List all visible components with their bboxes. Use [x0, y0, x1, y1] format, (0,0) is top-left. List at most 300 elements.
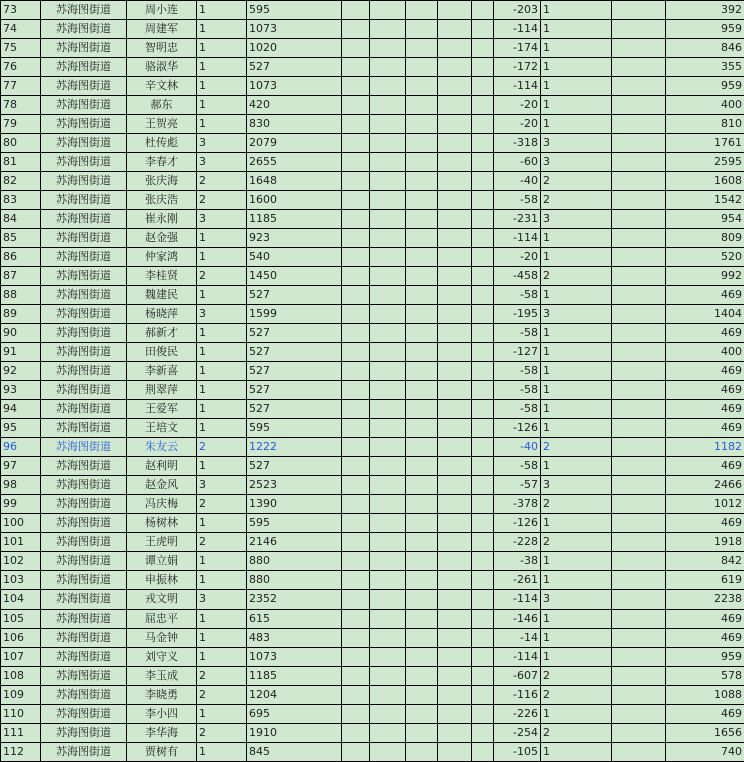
street-cell[interactable]: 苏海图街道	[41, 590, 127, 609]
final-amount-cell[interactable]: 810	[666, 115, 744, 134]
deduction-cell[interactable]: -60	[494, 153, 541, 172]
final-amount-cell[interactable]: 469	[666, 514, 744, 533]
row-index-cell[interactable]: 86	[1, 248, 41, 267]
empty-cell[interactable]	[612, 514, 666, 533]
empty-cell[interactable]	[370, 514, 406, 533]
empty-cell[interactable]	[472, 419, 494, 438]
people-count-2-cell[interactable]: 1	[541, 381, 612, 400]
empty-cell[interactable]	[472, 685, 494, 704]
empty-cell[interactable]	[472, 96, 494, 115]
empty-cell[interactable]	[370, 305, 406, 324]
street-cell[interactable]: 苏海图街道	[41, 419, 127, 438]
people-count-2-cell[interactable]: 3	[541, 153, 612, 172]
people-count-2-cell[interactable]: 1	[541, 77, 612, 96]
people-count-2-cell[interactable]: 3	[541, 590, 612, 609]
empty-cell[interactable]	[342, 286, 370, 305]
empty-cell[interactable]	[472, 495, 494, 514]
street-cell[interactable]: 苏海图街道	[41, 438, 127, 457]
empty-cell[interactable]	[438, 191, 472, 210]
deduction-cell[interactable]: -116	[494, 685, 541, 704]
amount-cell[interactable]: 483	[247, 628, 342, 647]
row-index-cell[interactable]: 98	[1, 476, 41, 495]
empty-cell[interactable]	[342, 191, 370, 210]
person-name-cell[interactable]: 张庆浩	[127, 191, 197, 210]
empty-cell[interactable]	[612, 134, 666, 153]
street-cell[interactable]: 苏海图街道	[41, 400, 127, 419]
people-count-cell[interactable]: 3	[197, 153, 247, 172]
people-count-2-cell[interactable]: 1	[541, 457, 612, 476]
empty-cell[interactable]	[370, 39, 406, 58]
street-cell[interactable]: 苏海图街道	[41, 723, 127, 742]
person-name-cell[interactable]: 李小四	[127, 704, 197, 723]
empty-cell[interactable]	[472, 343, 494, 362]
empty-cell[interactable]	[342, 77, 370, 96]
empty-cell[interactable]	[612, 229, 666, 248]
people-count-cell[interactable]: 2	[197, 267, 247, 286]
amount-cell[interactable]: 527	[247, 58, 342, 77]
row-index-cell[interactable]: 100	[1, 514, 41, 533]
empty-cell[interactable]	[370, 324, 406, 343]
empty-cell[interactable]	[342, 20, 370, 39]
people-count-cell[interactable]: 1	[197, 628, 247, 647]
empty-cell[interactable]	[342, 248, 370, 267]
people-count-cell[interactable]: 2	[197, 438, 247, 457]
empty-cell[interactable]	[406, 248, 438, 267]
empty-cell[interactable]	[438, 476, 472, 495]
final-amount-cell[interactable]: 846	[666, 39, 744, 58]
empty-cell[interactable]	[438, 609, 472, 628]
empty-cell[interactable]	[472, 248, 494, 267]
people-count-2-cell[interactable]: 1	[541, 1, 612, 20]
street-cell[interactable]: 苏海图街道	[41, 381, 127, 400]
empty-cell[interactable]	[438, 514, 472, 533]
person-name-cell[interactable]: 王爱军	[127, 400, 197, 419]
empty-cell[interactable]	[612, 476, 666, 495]
empty-cell[interactable]	[406, 343, 438, 362]
final-amount-cell[interactable]: 1656	[666, 723, 744, 742]
row-index-cell[interactable]: 110	[1, 704, 41, 723]
deduction-cell[interactable]: -58	[494, 191, 541, 210]
people-count-2-cell[interactable]: 1	[541, 552, 612, 571]
street-cell[interactable]: 苏海图街道	[41, 666, 127, 685]
empty-cell[interactable]	[472, 666, 494, 685]
empty-cell[interactable]	[612, 590, 666, 609]
people-count-2-cell[interactable]: 1	[541, 362, 612, 381]
deduction-cell[interactable]: -58	[494, 457, 541, 476]
empty-cell[interactable]	[612, 1, 666, 20]
people-count-cell[interactable]: 2	[197, 533, 247, 552]
person-name-cell[interactable]: 杜传彪	[127, 134, 197, 153]
empty-cell[interactable]	[342, 58, 370, 77]
amount-cell[interactable]: 527	[247, 324, 342, 343]
deduction-cell[interactable]: -20	[494, 115, 541, 134]
deduction-cell[interactable]: -126	[494, 419, 541, 438]
final-amount-cell[interactable]: 842	[666, 552, 744, 571]
deduction-cell[interactable]: -378	[494, 495, 541, 514]
empty-cell[interactable]	[406, 514, 438, 533]
empty-cell[interactable]	[370, 210, 406, 229]
row-index-cell[interactable]: 92	[1, 362, 41, 381]
street-cell[interactable]: 苏海图街道	[41, 495, 127, 514]
row-index-cell[interactable]: 109	[1, 685, 41, 704]
person-name-cell[interactable]: 智明忠	[127, 39, 197, 58]
empty-cell[interactable]	[406, 305, 438, 324]
empty-cell[interactable]	[612, 77, 666, 96]
final-amount-cell[interactable]: 959	[666, 77, 744, 96]
empty-cell[interactable]	[612, 647, 666, 666]
person-name-cell[interactable]: 朱友云	[127, 438, 197, 457]
empty-cell[interactable]	[612, 362, 666, 381]
people-count-2-cell[interactable]: 1	[541, 419, 612, 438]
street-cell[interactable]: 苏海图街道	[41, 305, 127, 324]
empty-cell[interactable]	[370, 20, 406, 39]
empty-cell[interactable]	[438, 343, 472, 362]
people-count-2-cell[interactable]: 2	[541, 533, 612, 552]
person-name-cell[interactable]: 周建军	[127, 20, 197, 39]
deduction-cell[interactable]: -38	[494, 552, 541, 571]
row-index-cell[interactable]: 88	[1, 286, 41, 305]
person-name-cell[interactable]: 李新喜	[127, 362, 197, 381]
empty-cell[interactable]	[472, 20, 494, 39]
street-cell[interactable]: 苏海图街道	[41, 267, 127, 286]
deduction-cell[interactable]: -114	[494, 590, 541, 609]
street-cell[interactable]: 苏海图街道	[41, 742, 127, 761]
empty-cell[interactable]	[438, 248, 472, 267]
final-amount-cell[interactable]: 619	[666, 571, 744, 590]
empty-cell[interactable]	[370, 476, 406, 495]
person-name-cell[interactable]: 张庆海	[127, 172, 197, 191]
empty-cell[interactable]	[472, 457, 494, 476]
empty-cell[interactable]	[370, 172, 406, 191]
amount-cell[interactable]: 830	[247, 115, 342, 134]
people-count-2-cell[interactable]: 2	[541, 495, 612, 514]
deduction-cell[interactable]: -58	[494, 324, 541, 343]
empty-cell[interactable]	[406, 571, 438, 590]
people-count-cell[interactable]: 1	[197, 742, 247, 761]
empty-cell[interactable]	[438, 628, 472, 647]
people-count-cell[interactable]: 3	[197, 305, 247, 324]
empty-cell[interactable]	[612, 343, 666, 362]
deduction-cell[interactable]: -58	[494, 286, 541, 305]
person-name-cell[interactable]: 赵金风	[127, 476, 197, 495]
people-count-2-cell[interactable]: 1	[541, 324, 612, 343]
row-index-cell[interactable]: 105	[1, 609, 41, 628]
final-amount-cell[interactable]: 809	[666, 229, 744, 248]
street-cell[interactable]: 苏海图街道	[41, 1, 127, 20]
row-index-cell[interactable]: 102	[1, 552, 41, 571]
row-index-cell[interactable]: 112	[1, 742, 41, 761]
amount-cell[interactable]: 615	[247, 609, 342, 628]
empty-cell[interactable]	[438, 666, 472, 685]
people-count-2-cell[interactable]: 1	[541, 286, 612, 305]
empty-cell[interactable]	[472, 400, 494, 419]
row-index-cell[interactable]: 99	[1, 495, 41, 514]
empty-cell[interactable]	[612, 96, 666, 115]
empty-cell[interactable]	[370, 438, 406, 457]
empty-cell[interactable]	[612, 20, 666, 39]
empty-cell[interactable]	[472, 647, 494, 666]
street-cell[interactable]: 苏海图街道	[41, 210, 127, 229]
amount-cell[interactable]: 420	[247, 96, 342, 115]
empty-cell[interactable]	[472, 210, 494, 229]
final-amount-cell[interactable]: 2238	[666, 590, 744, 609]
row-index-cell[interactable]: 94	[1, 400, 41, 419]
empty-cell[interactable]	[472, 58, 494, 77]
final-amount-cell[interactable]: 469	[666, 324, 744, 343]
deduction-cell[interactable]: -20	[494, 248, 541, 267]
row-index-cell[interactable]: 84	[1, 210, 41, 229]
empty-cell[interactable]	[370, 533, 406, 552]
empty-cell[interactable]	[342, 685, 370, 704]
empty-cell[interactable]	[472, 742, 494, 761]
empty-cell[interactable]	[406, 267, 438, 286]
empty-cell[interactable]	[370, 723, 406, 742]
street-cell[interactable]: 苏海图街道	[41, 628, 127, 647]
empty-cell[interactable]	[438, 134, 472, 153]
empty-cell[interactable]	[342, 210, 370, 229]
street-cell[interactable]: 苏海图街道	[41, 533, 127, 552]
row-index-cell[interactable]: 75	[1, 39, 41, 58]
amount-cell[interactable]: 527	[247, 400, 342, 419]
row-index-cell[interactable]: 103	[1, 571, 41, 590]
deduction-cell[interactable]: -195	[494, 305, 541, 324]
person-name-cell[interactable]: 荆翠萍	[127, 381, 197, 400]
street-cell[interactable]: 苏海图街道	[41, 134, 127, 153]
empty-cell[interactable]	[438, 172, 472, 191]
people-count-cell[interactable]: 1	[197, 20, 247, 39]
empty-cell[interactable]	[472, 39, 494, 58]
person-name-cell[interactable]: 周小连	[127, 1, 197, 20]
empty-cell[interactable]	[342, 400, 370, 419]
street-cell[interactable]: 苏海图街道	[41, 20, 127, 39]
empty-cell[interactable]	[406, 77, 438, 96]
amount-cell[interactable]: 1073	[247, 20, 342, 39]
person-name-cell[interactable]: 辛文林	[127, 77, 197, 96]
empty-cell[interactable]	[342, 267, 370, 286]
row-index-cell[interactable]: 73	[1, 1, 41, 20]
amount-cell[interactable]: 595	[247, 419, 342, 438]
empty-cell[interactable]	[370, 590, 406, 609]
person-name-cell[interactable]: 马金钟	[127, 628, 197, 647]
row-index-cell[interactable]: 76	[1, 58, 41, 77]
amount-cell[interactable]: 2655	[247, 153, 342, 172]
final-amount-cell[interactable]: 2466	[666, 476, 744, 495]
person-name-cell[interactable]: 刘守义	[127, 647, 197, 666]
empty-cell[interactable]	[612, 723, 666, 742]
deduction-cell[interactable]: -105	[494, 742, 541, 761]
empty-cell[interactable]	[472, 324, 494, 343]
row-index-cell[interactable]: 78	[1, 96, 41, 115]
people-count-2-cell[interactable]: 1	[541, 704, 612, 723]
empty-cell[interactable]	[472, 704, 494, 723]
empty-cell[interactable]	[472, 191, 494, 210]
people-count-cell[interactable]: 1	[197, 115, 247, 134]
street-cell[interactable]: 苏海图街道	[41, 58, 127, 77]
empty-cell[interactable]	[342, 96, 370, 115]
empty-cell[interactable]	[472, 609, 494, 628]
final-amount-cell[interactable]: 469	[666, 419, 744, 438]
people-count-2-cell[interactable]: 2	[541, 267, 612, 286]
deduction-cell[interactable]: -174	[494, 39, 541, 58]
empty-cell[interactable]	[370, 609, 406, 628]
people-count-cell[interactable]: 1	[197, 400, 247, 419]
row-index-cell[interactable]: 104	[1, 590, 41, 609]
empty-cell[interactable]	[342, 229, 370, 248]
people-count-2-cell[interactable]: 1	[541, 39, 612, 58]
empty-cell[interactable]	[612, 628, 666, 647]
empty-cell[interactable]	[612, 533, 666, 552]
row-index-cell[interactable]: 85	[1, 229, 41, 248]
people-count-cell[interactable]: 3	[197, 134, 247, 153]
empty-cell[interactable]	[370, 77, 406, 96]
empty-cell[interactable]	[342, 495, 370, 514]
person-name-cell[interactable]: 杨晓萍	[127, 305, 197, 324]
street-cell[interactable]: 苏海图街道	[41, 552, 127, 571]
empty-cell[interactable]	[406, 400, 438, 419]
people-count-2-cell[interactable]: 1	[541, 400, 612, 419]
people-count-cell[interactable]: 1	[197, 704, 247, 723]
empty-cell[interactable]	[370, 647, 406, 666]
deduction-cell[interactable]: -58	[494, 400, 541, 419]
people-count-2-cell[interactable]: 1	[541, 343, 612, 362]
empty-cell[interactable]	[612, 324, 666, 343]
empty-cell[interactable]	[438, 647, 472, 666]
street-cell[interactable]: 苏海图街道	[41, 229, 127, 248]
amount-cell[interactable]: 527	[247, 286, 342, 305]
empty-cell[interactable]	[342, 1, 370, 20]
row-index-cell[interactable]: 77	[1, 77, 41, 96]
person-name-cell[interactable]: 谭立娟	[127, 552, 197, 571]
amount-cell[interactable]: 923	[247, 229, 342, 248]
people-count-cell[interactable]: 1	[197, 419, 247, 438]
people-count-cell[interactable]: 1	[197, 609, 247, 628]
empty-cell[interactable]	[472, 286, 494, 305]
final-amount-cell[interactable]: 954	[666, 210, 744, 229]
final-amount-cell[interactable]: 1012	[666, 495, 744, 514]
people-count-cell[interactable]: 3	[197, 476, 247, 495]
person-name-cell[interactable]: 田俊民	[127, 343, 197, 362]
final-amount-cell[interactable]: 1088	[666, 685, 744, 704]
empty-cell[interactable]	[438, 742, 472, 761]
amount-cell[interactable]: 2146	[247, 533, 342, 552]
street-cell[interactable]: 苏海图街道	[41, 343, 127, 362]
empty-cell[interactable]	[472, 134, 494, 153]
empty-cell[interactable]	[438, 210, 472, 229]
empty-cell[interactable]	[406, 191, 438, 210]
final-amount-cell[interactable]: 740	[666, 742, 744, 761]
empty-cell[interactable]	[612, 39, 666, 58]
amount-cell[interactable]: 1450	[247, 267, 342, 286]
empty-cell[interactable]	[612, 400, 666, 419]
final-amount-cell[interactable]: 959	[666, 647, 744, 666]
final-amount-cell[interactable]: 355	[666, 58, 744, 77]
person-name-cell[interactable]: 郝新才	[127, 324, 197, 343]
empty-cell[interactable]	[472, 381, 494, 400]
empty-cell[interactable]	[370, 191, 406, 210]
empty-cell[interactable]	[342, 552, 370, 571]
people-count-2-cell[interactable]: 2	[541, 666, 612, 685]
empty-cell[interactable]	[612, 552, 666, 571]
people-count-cell[interactable]: 2	[197, 723, 247, 742]
person-name-cell[interactable]: 赵金强	[127, 229, 197, 248]
people-count-cell[interactable]: 1	[197, 457, 247, 476]
empty-cell[interactable]	[472, 552, 494, 571]
empty-cell[interactable]	[406, 153, 438, 172]
deduction-cell[interactable]: -58	[494, 381, 541, 400]
people-count-2-cell[interactable]: 3	[541, 134, 612, 153]
final-amount-cell[interactable]: 1182	[666, 438, 744, 457]
amount-cell[interactable]: 2079	[247, 134, 342, 153]
final-amount-cell[interactable]: 959	[666, 20, 744, 39]
people-count-cell[interactable]: 2	[197, 495, 247, 514]
people-count-cell[interactable]: 1	[197, 286, 247, 305]
street-cell[interactable]: 苏海图街道	[41, 647, 127, 666]
empty-cell[interactable]	[612, 305, 666, 324]
empty-cell[interactable]	[438, 267, 472, 286]
deduction-cell[interactable]: -318	[494, 134, 541, 153]
people-count-2-cell[interactable]: 1	[541, 742, 612, 761]
amount-cell[interactable]: 1020	[247, 39, 342, 58]
empty-cell[interactable]	[342, 476, 370, 495]
people-count-cell[interactable]: 1	[197, 39, 247, 58]
final-amount-cell[interactable]: 1404	[666, 305, 744, 324]
street-cell[interactable]: 苏海图街道	[41, 286, 127, 305]
empty-cell[interactable]	[438, 115, 472, 134]
row-index-cell[interactable]: 90	[1, 324, 41, 343]
row-index-cell[interactable]: 95	[1, 419, 41, 438]
deduction-cell[interactable]: -114	[494, 229, 541, 248]
person-name-cell[interactable]: 屈忠平	[127, 609, 197, 628]
empty-cell[interactable]	[438, 96, 472, 115]
empty-cell[interactable]	[406, 324, 438, 343]
amount-cell[interactable]: 527	[247, 362, 342, 381]
final-amount-cell[interactable]: 992	[666, 267, 744, 286]
deduction-cell[interactable]: -607	[494, 666, 541, 685]
row-index-cell[interactable]: 96	[1, 438, 41, 457]
people-count-cell[interactable]: 1	[197, 381, 247, 400]
deduction-cell[interactable]: -57	[494, 476, 541, 495]
deduction-cell[interactable]: -14	[494, 628, 541, 647]
empty-cell[interactable]	[342, 343, 370, 362]
amount-cell[interactable]: 695	[247, 704, 342, 723]
empty-cell[interactable]	[370, 628, 406, 647]
deduction-cell[interactable]: -203	[494, 1, 541, 20]
people-count-cell[interactable]: 1	[197, 647, 247, 666]
deduction-cell[interactable]: -172	[494, 58, 541, 77]
row-index-cell[interactable]: 83	[1, 191, 41, 210]
street-cell[interactable]: 苏海图街道	[41, 685, 127, 704]
empty-cell[interactable]	[370, 362, 406, 381]
empty-cell[interactable]	[342, 134, 370, 153]
empty-cell[interactable]	[342, 533, 370, 552]
amount-cell[interactable]: 527	[247, 457, 342, 476]
empty-cell[interactable]	[406, 685, 438, 704]
person-name-cell[interactable]: 冯庆梅	[127, 495, 197, 514]
people-count-2-cell[interactable]: 1	[541, 115, 612, 134]
row-index-cell[interactable]: 79	[1, 115, 41, 134]
street-cell[interactable]: 苏海图街道	[41, 153, 127, 172]
empty-cell[interactable]	[406, 172, 438, 191]
people-count-cell[interactable]: 1	[197, 96, 247, 115]
empty-cell[interactable]	[370, 153, 406, 172]
empty-cell[interactable]	[438, 229, 472, 248]
people-count-cell[interactable]: 2	[197, 685, 247, 704]
amount-cell[interactable]: 527	[247, 381, 342, 400]
person-name-cell[interactable]: 李春才	[127, 153, 197, 172]
people-count-cell[interactable]: 2	[197, 191, 247, 210]
deduction-cell[interactable]: -20	[494, 96, 541, 115]
person-name-cell[interactable]: 郝东	[127, 96, 197, 115]
